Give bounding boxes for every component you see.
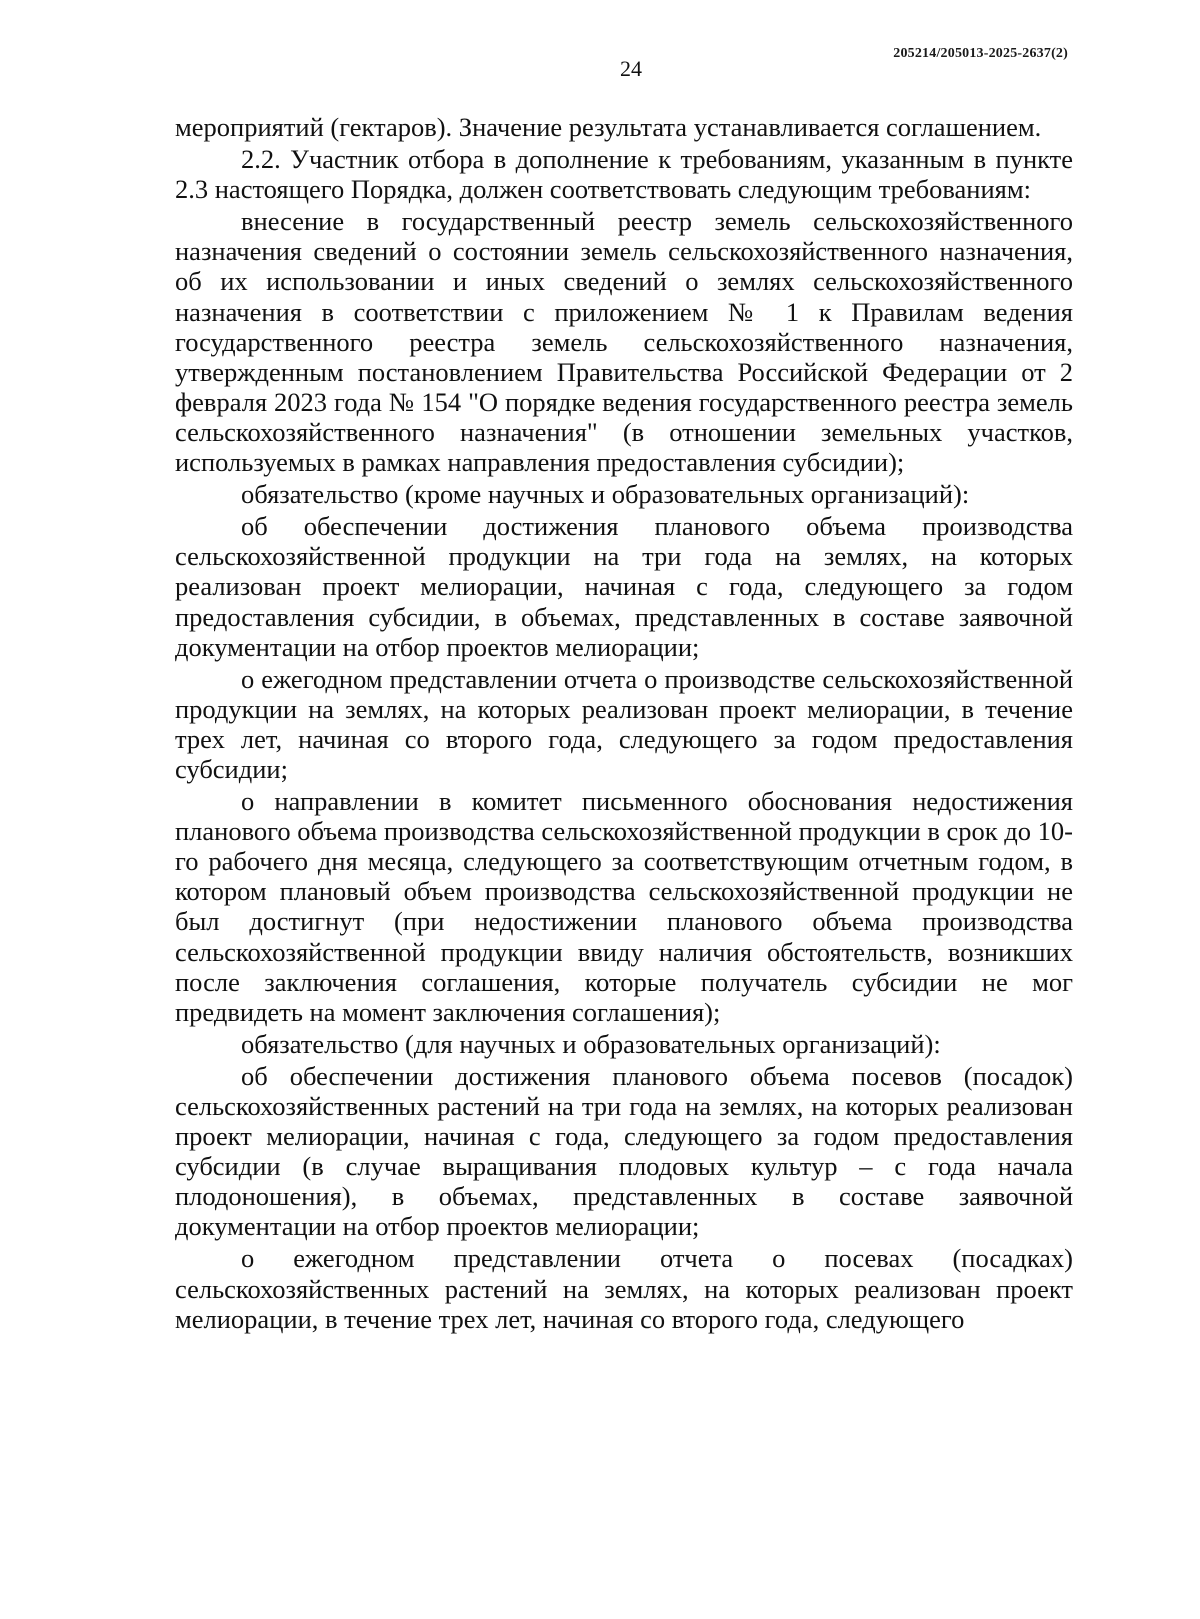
paragraph-4: обязательство (кроме научных и образовательных организаций):: [241, 479, 970, 510]
document-body: [175, 112, 1073, 1334]
paragraph-5: об обеспечении достижения планового объема производства сельскохозяйственной продукции на три года на землях, на которых реализован проект мелиорации, начиная с года, следующего за годом предоставления субсидии, в объемах, представленных в составе заявочной документации на отбор проектов мелиорации;: [175, 511, 1073, 662]
paragraph-9: об обеспечении достижения планового объема посевов (посадок) сельскохозяйственных растений на три года на землях, на которых реализован проект мелиорации, начиная с года, следующего за годом предоставления субсидии (в случае выращивания плодовых культур – с года начала плодоношения), в объемах, представленных в составе заявочной документации на отбор проектов мелиорации;: [175, 1060, 1073, 1242]
page-number: 24: [620, 56, 642, 81]
paragraph-2: 2.2. Участник отбора в дополнение к требованиям, указанным в пункте 2.3 настоящего Порядка, должен соответствовать следующим требованиям:: [175, 144, 1073, 205]
paragraph-10: о ежегодном представлении отчета о посевах (посадках) сельскохозяйственных растений на землях, на которых реализован проект мелиорации, в течение трех лет, начиная со второго года, следующего: [175, 1243, 1073, 1334]
paragraph-6: о ежегодном представлении отчета о производстве сельскохозяйственной продукции на землях, на которых реализован проект мелиорации, в течение трех лет, начиная со второго года, следующего за годом предоставления субсидии;: [175, 663, 1073, 784]
document-id: 205214/205013-2025-2637(2): [893, 46, 1068, 61]
paragraph-1: мероприятий (гектаров). Значение результата устанавливается соглашением.: [175, 112, 1042, 142]
paragraph-7: о направлении в комитет письменного обоснования недостижения планового объема производства сельскохозяйственной продукции в срок до 10-го рабочего дня месяца, следующего за соответствующим отчетным годом, в котором плановый объем производства сельскохозяйственной продукции не был достигнут (при недостижении планового объема производства сельскохозяйственной продукции ввиду наличия обстоятельств, возникших после заключения соглашения, которые получатель субсидии не мог предвидеть на момент заключения соглашения);: [175, 786, 1073, 1027]
paragraph-8: обязательство (для научных и образовательных организаций):: [241, 1028, 941, 1059]
paragraph-3: внесение в государственный реестр земель сельскохозяйственного назначения сведений о состоянии земель сельскохозяйственного назначения, об их использовании и иных сведений о землях сельскохозяйственного назначения в соответствии с приложением № 1 к Правилам ведения государственного реестра земель сельскохозяйственного назначения, утвержденным постановлением Правительства Российской Федерации от 2 февраля 2023 года № 154 "О порядке ведения государственного реестра земель сельскохозяйственного назначения" (в отношении земельных участков, используемых в рамках направления предоставления субсидии);: [175, 206, 1073, 478]
